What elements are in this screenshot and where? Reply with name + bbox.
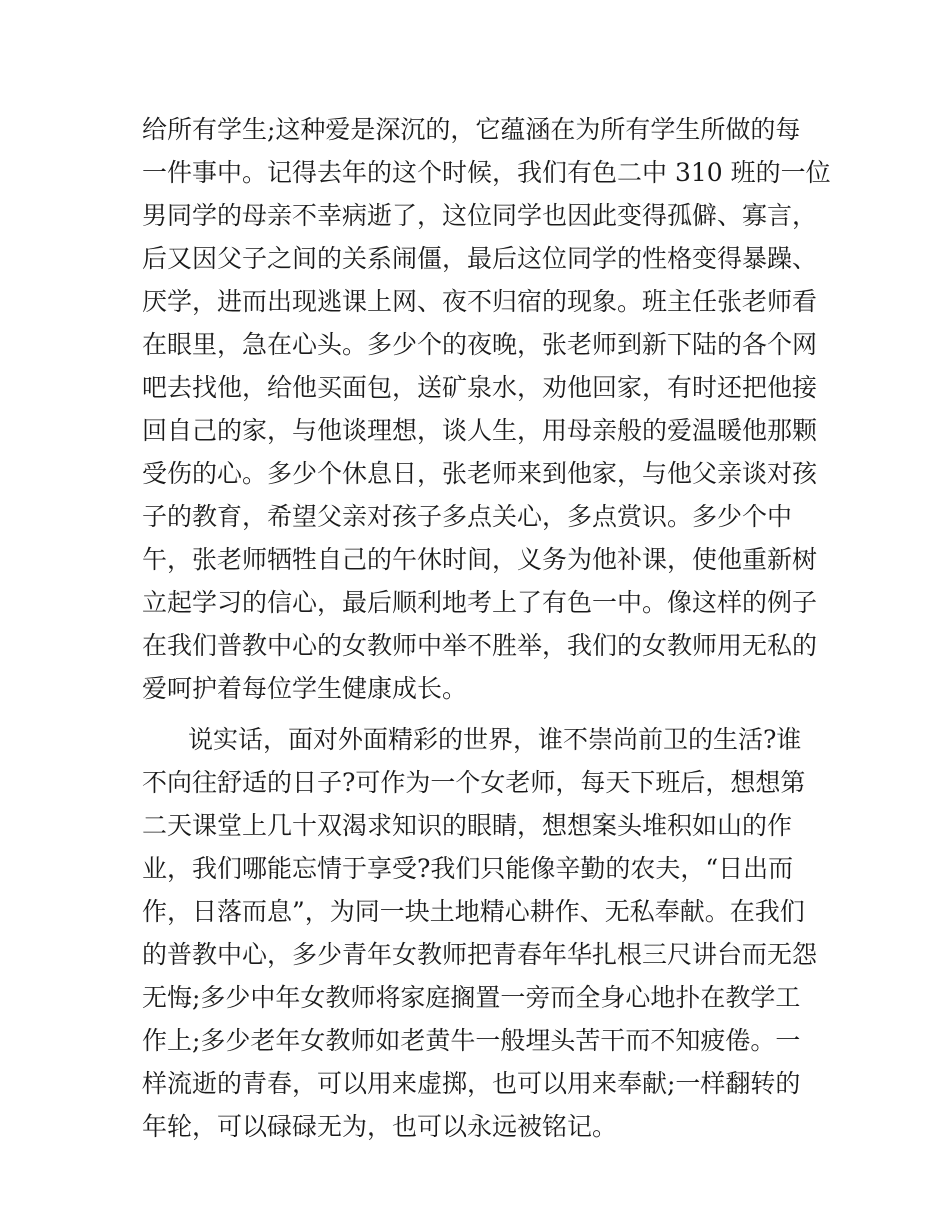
document-body: [142, 108, 831, 1148]
text-line: 年轮，可以碌碌无为，也可以永远被铭记。: [142, 1112, 618, 1141]
text-line: 吧去找他，给他买面包，送矿泉水，劝他回家，有时还把他接: [142, 373, 818, 402]
text-line: 子的教育，希望父亲对孩子多点关心，多点赏识。多少个中: [142, 502, 793, 531]
text-line: 午，张老师牺牲自己的午休时间，义务为他补课，使他重新树: [142, 545, 818, 574]
text-line: 爱呵护着每位学生健康成长。: [142, 674, 468, 703]
text-line: 样流逝的青春，可以用来虚掷，也可以用来奉献;一样翻转的: [142, 1069, 801, 1098]
text-line: 在眼里，急在心头。多少个的夜晚，张老师到新下陆的各个网: [142, 330, 818, 359]
text-line: 说实话，面对外面精彩的世界，谁不崇尚前卫的生活?谁: [188, 725, 802, 754]
paragraph-1: [142, 108, 831, 710]
paragraph-2: [142, 718, 818, 1148]
text-line: 在我们普教中心的女教师中举不胜举，我们的女教师用无私的: [142, 631, 818, 660]
text-line: 不向往舒适的日子?可作为一个女老师，每天下班后，想想第: [142, 768, 806, 797]
text-line: 无悔;多少中年女教师将家庭搁置一旁而全身心地扑在教学工: [142, 983, 801, 1012]
text-line: 男同学的母亲不幸病逝了，这位同学也因此变得孤僻、寡言，: [142, 201, 818, 230]
text-line: 给所有学生;这种爱是深沉的，它蕴涵在为所有学生所做的每: [142, 115, 801, 144]
text-line: 一件事中。记得去年的这个时候，我们有色二中 310 班的一位: [142, 158, 831, 187]
text-line: 业，我们哪能忘情于享受?我们只能像辛勤的农夫，“日出而: [142, 854, 794, 883]
text-line: 二天课堂上几十双渴求知识的眼睛，想想案头堆积如山的作: [142, 811, 793, 840]
text-line: 作，日落而息”，为同一块土地精心耕作、无私奉献。在我们: [142, 897, 805, 926]
text-line: 回自己的家，与他谈理想，谈人生，用母亲般的爱温暖他那颗: [142, 416, 818, 445]
text-line: 的普教中心，多少青年女教师把青春年华扎根三尺讲台而无怨: [142, 940, 818, 969]
text-line: 受伤的心。多少个休息日，张老师来到他家，与他父亲谈对孩: [142, 459, 818, 488]
text-line: 作上;多少老年女教师如老黄牛一般埋头苦干而不知疲倦。一: [142, 1026, 801, 1055]
paragraph-gap: [142, 710, 818, 718]
text-line: 立起学习的信心，最后顺利地考上了有色一中。像这样的例子: [142, 588, 818, 617]
text-line: 后又因父子之间的关系闹僵，最后这位同学的性格变得暴躁、: [142, 244, 818, 273]
text-line: 厌学，进而出现逃课上网、夜不归宿的现象。班主任张老师看: [142, 287, 818, 316]
